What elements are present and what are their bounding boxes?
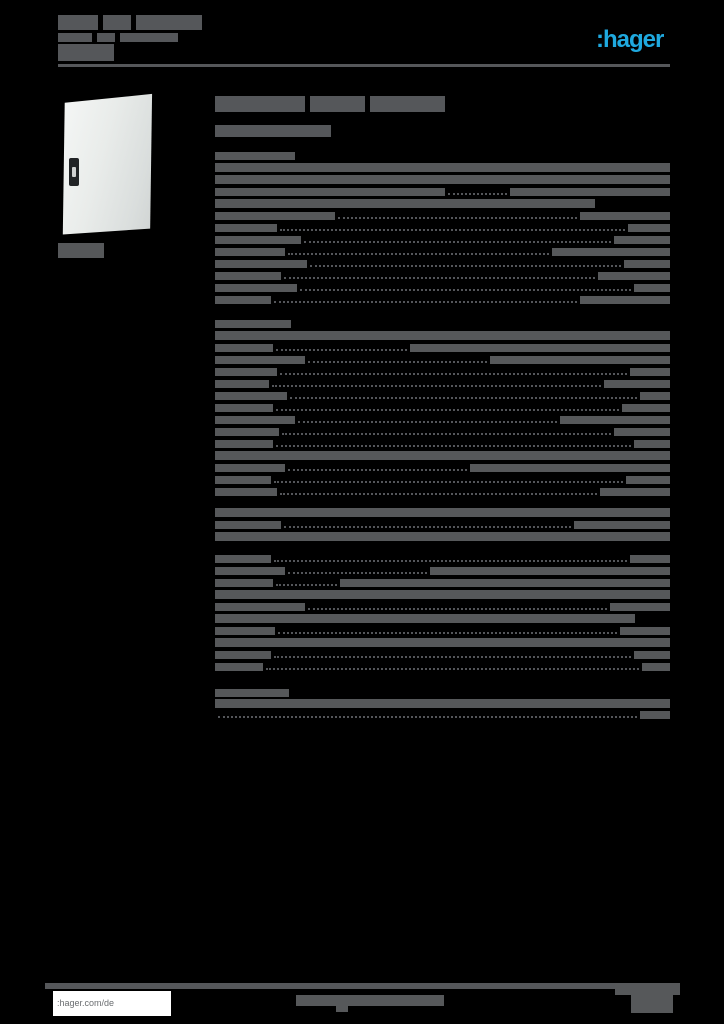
redacted-word <box>58 33 92 42</box>
dotted-leader <box>218 714 637 718</box>
spec-value-bar <box>614 428 670 436</box>
spec-value-bar <box>628 224 670 232</box>
spec-value-bar <box>634 440 670 448</box>
footer-divider <box>45 983 680 989</box>
spec-row <box>215 352 670 364</box>
spec-value-bar <box>490 356 670 364</box>
spec-value-bar <box>560 416 670 424</box>
spec-value-bar <box>340 579 670 587</box>
redacted-word <box>58 44 114 61</box>
spec-value-bar <box>630 368 670 376</box>
spec-label-bar <box>215 272 281 280</box>
spec-row <box>215 196 670 208</box>
spec-row <box>215 460 670 472</box>
spec-value-bar <box>624 260 670 268</box>
spec-label-bar <box>215 356 305 364</box>
spec-label-bar <box>215 248 285 256</box>
spec-section-4 <box>215 551 670 671</box>
spec-label-bar <box>215 320 291 328</box>
spec-row <box>215 244 670 256</box>
spec-label-bar <box>215 296 271 304</box>
spec-row <box>215 160 670 172</box>
dotted-leader <box>276 443 631 447</box>
spec-label-bar <box>215 440 273 448</box>
redacted-word <box>215 125 331 137</box>
redacted-text-band <box>215 331 670 340</box>
redacted-word <box>103 15 131 30</box>
spec-label-bar <box>215 188 445 196</box>
spec-row <box>215 340 670 352</box>
spec-section-1 <box>215 148 670 304</box>
spec-label-bar <box>215 521 281 529</box>
spec-value-bar <box>430 567 670 575</box>
enclosure-door-image <box>58 88 154 236</box>
redacted-text-band <box>215 175 670 184</box>
spec-label-bar <box>215 260 307 268</box>
spec-row <box>215 424 670 436</box>
spec-row <box>215 659 670 671</box>
spec-label-bar <box>215 476 271 484</box>
redacted-text-band <box>215 590 670 599</box>
spec-value-bar <box>640 711 670 719</box>
dotted-leader <box>284 275 595 279</box>
product-caption-bar <box>58 243 104 258</box>
dotted-leader <box>274 299 577 303</box>
spec-label-bar <box>215 689 289 697</box>
spec-row <box>215 708 670 719</box>
footer-page-badge-bar <box>631 995 673 1013</box>
spec-value-bar <box>626 476 670 484</box>
redacted-text-band <box>215 532 670 541</box>
redacted-text-band <box>215 199 595 208</box>
door-handle-icon <box>69 158 79 186</box>
redacted-word <box>215 96 305 112</box>
spec-row <box>215 328 670 340</box>
spec-row <box>215 364 670 376</box>
dotted-leader <box>274 558 627 562</box>
spec-row <box>215 208 670 220</box>
spec-label-bar <box>215 404 273 412</box>
redacted-word <box>120 33 178 42</box>
redacted-word <box>136 15 202 30</box>
spec-label-bar <box>215 603 305 611</box>
spec-label-bar <box>215 488 277 496</box>
spec-row <box>215 623 670 635</box>
spec-label-bar <box>215 224 277 232</box>
dotted-leader <box>266 666 639 670</box>
dotted-leader <box>308 606 607 610</box>
spec-label-bar <box>215 236 301 244</box>
footer-center-bar <box>296 995 444 1006</box>
spec-row <box>215 505 670 517</box>
dotted-leader <box>448 191 507 195</box>
spec-row <box>215 686 670 697</box>
spec-value-bar <box>642 663 670 671</box>
spec-row <box>215 148 670 160</box>
spec-label-bar <box>215 380 269 388</box>
footer-website-link[interactable]: :hager.com/de <box>53 991 171 1016</box>
header-divider <box>58 64 670 67</box>
spec-value-bar <box>622 404 670 412</box>
spec-row <box>215 575 670 587</box>
redacted-text-band <box>215 508 670 517</box>
dotted-leader <box>280 491 597 495</box>
spec-row <box>215 517 670 529</box>
redacted-text-band <box>215 699 670 708</box>
spec-row <box>215 268 670 280</box>
spec-row <box>215 484 670 496</box>
spec-value-bar <box>574 521 670 529</box>
spec-row <box>215 529 670 541</box>
spec-row <box>215 611 670 623</box>
dotted-leader <box>280 227 625 231</box>
spec-row <box>215 376 670 388</box>
spec-value-bar <box>600 488 670 496</box>
redacted-text-band <box>215 614 635 623</box>
spec-section-3 <box>215 505 670 541</box>
hager-logo: :hager <box>596 26 664 53</box>
redacted-word <box>310 96 365 112</box>
spec-row <box>215 551 670 563</box>
spec-row <box>215 697 670 708</box>
spec-section-5 <box>215 686 670 719</box>
dotted-leader <box>284 524 571 528</box>
dotted-leader <box>338 215 577 219</box>
spec-row <box>215 256 670 268</box>
redacted-word <box>97 33 115 42</box>
spec-label-bar <box>215 555 271 563</box>
spec-section-2 <box>215 316 670 496</box>
spec-label-bar <box>215 368 277 376</box>
spec-label-bar <box>215 567 285 575</box>
redacted-word <box>58 15 98 30</box>
dotted-leader <box>276 347 407 351</box>
spec-value-bar <box>634 651 670 659</box>
dotted-leader <box>304 239 611 243</box>
spec-value-bar <box>510 188 670 196</box>
dotted-leader <box>276 582 337 586</box>
spec-row <box>215 563 670 575</box>
spec-row <box>215 587 670 599</box>
product-title-line <box>215 96 450 112</box>
spec-value-bar <box>610 603 670 611</box>
spec-value-bar <box>580 212 670 220</box>
spec-label-bar <box>215 344 273 352</box>
spec-row <box>215 436 670 448</box>
spec-row <box>215 220 670 232</box>
spec-value-bar <box>470 464 670 472</box>
spec-row <box>215 448 670 460</box>
redacted-text-band <box>215 163 670 172</box>
spec-value-bar <box>410 344 670 352</box>
dotted-leader <box>310 263 621 267</box>
redacted-text-band <box>215 638 670 647</box>
spec-row <box>215 412 670 424</box>
dotted-leader <box>308 359 487 363</box>
spec-value-bar <box>604 380 670 388</box>
spec-value-bar <box>598 272 670 280</box>
subtitle-line <box>215 125 336 137</box>
spec-value-bar <box>614 236 670 244</box>
spec-row <box>215 647 670 659</box>
title-line-3 <box>58 44 119 61</box>
spec-row <box>215 388 670 400</box>
dotted-leader <box>288 251 549 255</box>
dotted-leader <box>280 371 627 375</box>
spec-value-bar <box>580 296 670 304</box>
spec-value-bar <box>634 284 670 292</box>
dotted-leader <box>288 570 427 574</box>
redacted-word <box>370 96 445 112</box>
spec-label-bar <box>215 627 275 635</box>
dotted-leader <box>298 419 557 423</box>
spec-row <box>215 184 670 196</box>
dotted-leader <box>290 395 637 399</box>
dotted-leader <box>288 467 467 471</box>
spec-value-bar <box>640 392 670 400</box>
spec-label-bar <box>215 579 273 587</box>
footer-center-descender <box>336 1006 348 1012</box>
spec-row <box>215 172 670 184</box>
door-lock-slot <box>72 167 76 177</box>
dotted-leader <box>274 654 631 658</box>
redacted-text-band <box>215 451 670 460</box>
title-line-1 <box>58 15 207 30</box>
dotted-leader <box>278 630 617 634</box>
dotted-leader <box>276 407 619 411</box>
spec-label-bar <box>215 651 271 659</box>
spec-label-bar <box>215 152 295 160</box>
dotted-leader <box>300 287 631 291</box>
footer-right-top-bar <box>615 983 680 995</box>
spec-label-bar <box>215 212 335 220</box>
spec-label-bar <box>215 284 297 292</box>
spec-value-bar <box>620 627 670 635</box>
spec-row <box>215 280 670 292</box>
spec-value-bar <box>552 248 670 256</box>
dotted-leader <box>282 431 611 435</box>
spec-label-bar <box>215 663 263 671</box>
spec-row <box>215 400 670 412</box>
spec-row <box>215 316 670 328</box>
dotted-leader <box>274 479 623 483</box>
dotted-leader <box>272 383 601 387</box>
spec-row <box>215 635 670 647</box>
title-line-2 <box>58 33 183 42</box>
spec-row <box>215 599 670 611</box>
spec-label-bar <box>215 464 285 472</box>
product-image <box>58 88 154 236</box>
spec-row <box>215 292 670 304</box>
spec-label-bar <box>215 428 279 436</box>
spec-value-bar <box>630 555 670 563</box>
spec-label-bar <box>215 416 295 424</box>
spec-row <box>215 232 670 244</box>
spec-row <box>215 472 670 484</box>
spec-label-bar <box>215 392 287 400</box>
